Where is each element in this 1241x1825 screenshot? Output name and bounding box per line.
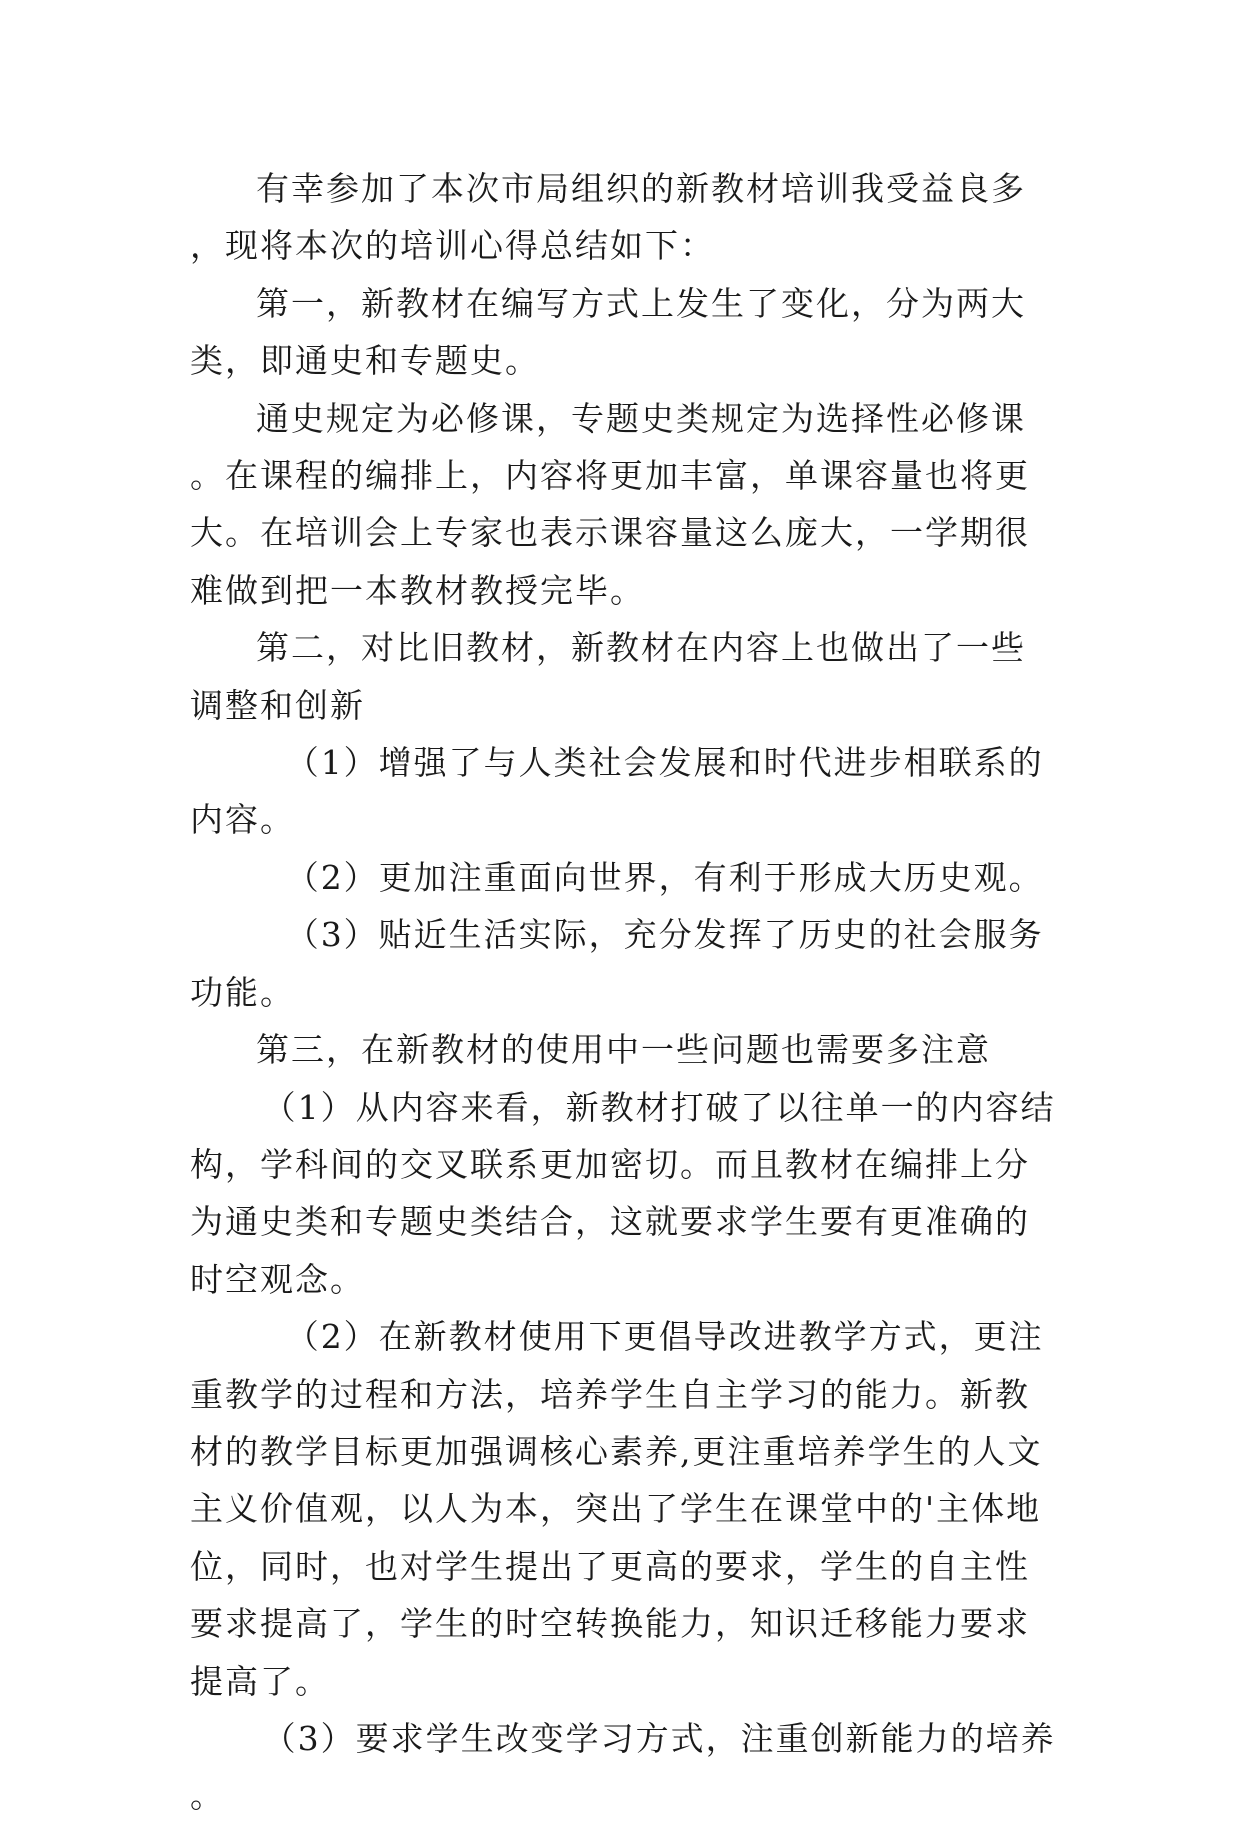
list-item-three-3: （3）要求学生改变学习方式，注重创新能力的培养。: [190, 1718, 1056, 1816]
paragraph-point-three: 第三，在新教材的使用中一些问题也需要多注意: [256, 1030, 991, 1070]
paragraph-point-two: 第二，对比旧教材，新教材在内容上也做出了一些调整和创新: [190, 628, 1026, 725]
paragraph-intro: 有幸参加了本次市局组织的新教材培训我受益良多，现将本次的培训心得总结如下：: [190, 169, 1026, 266]
document-body: [190, 160, 1060, 1825]
paragraph-point-one: 第一，新教材在编写方式上发生了变化，分为两大类，即通史和专题史。: [190, 283, 1026, 381]
list-item-three-1: （1）从内容来看，新教材打破了以往单一的内容结构，学科间的交叉联系更加密切。而且教材在编排上分为通史类和专题史类结合，这就要求学生要有更准确的时空观念。: [190, 1087, 1056, 1299]
list-item-three-2: （2）在新教材使用下更倡导改进教学方式，更注重教学的过程和方法，培养学生自主学习的能力。新教材的教学目标更加强调核心素养,更注重培养学生的人文主义价值观，以人为本，突出了学生在课堂中的'主体地位，同时，也对学生提出了更高的要求，学生的自主性要求提高了，学生的时空转换能力，知识迁移能力要求提高了。: [190, 1317, 1044, 1701]
paragraph-curriculum: 通史规定为必修课，专题史类规定为选择性必修课。在课程的编排上，内容将更加丰富，单课容量也将更大。在培训会上专家也表示课容量这么庞大，一学期很难做到把一本教材教授完毕。: [190, 398, 1030, 610]
list-item-two-3: （3）贴近生活实际，充分发挥了历史的社会服务功能。: [190, 915, 1044, 1012]
list-item-two-2: （2）更加注重面向世界，有利于形成大历史观。: [285, 857, 1044, 897]
list-item-two-1: （1）增强了与人类社会发展和时代进步相联系的内容。: [190, 743, 1044, 840]
